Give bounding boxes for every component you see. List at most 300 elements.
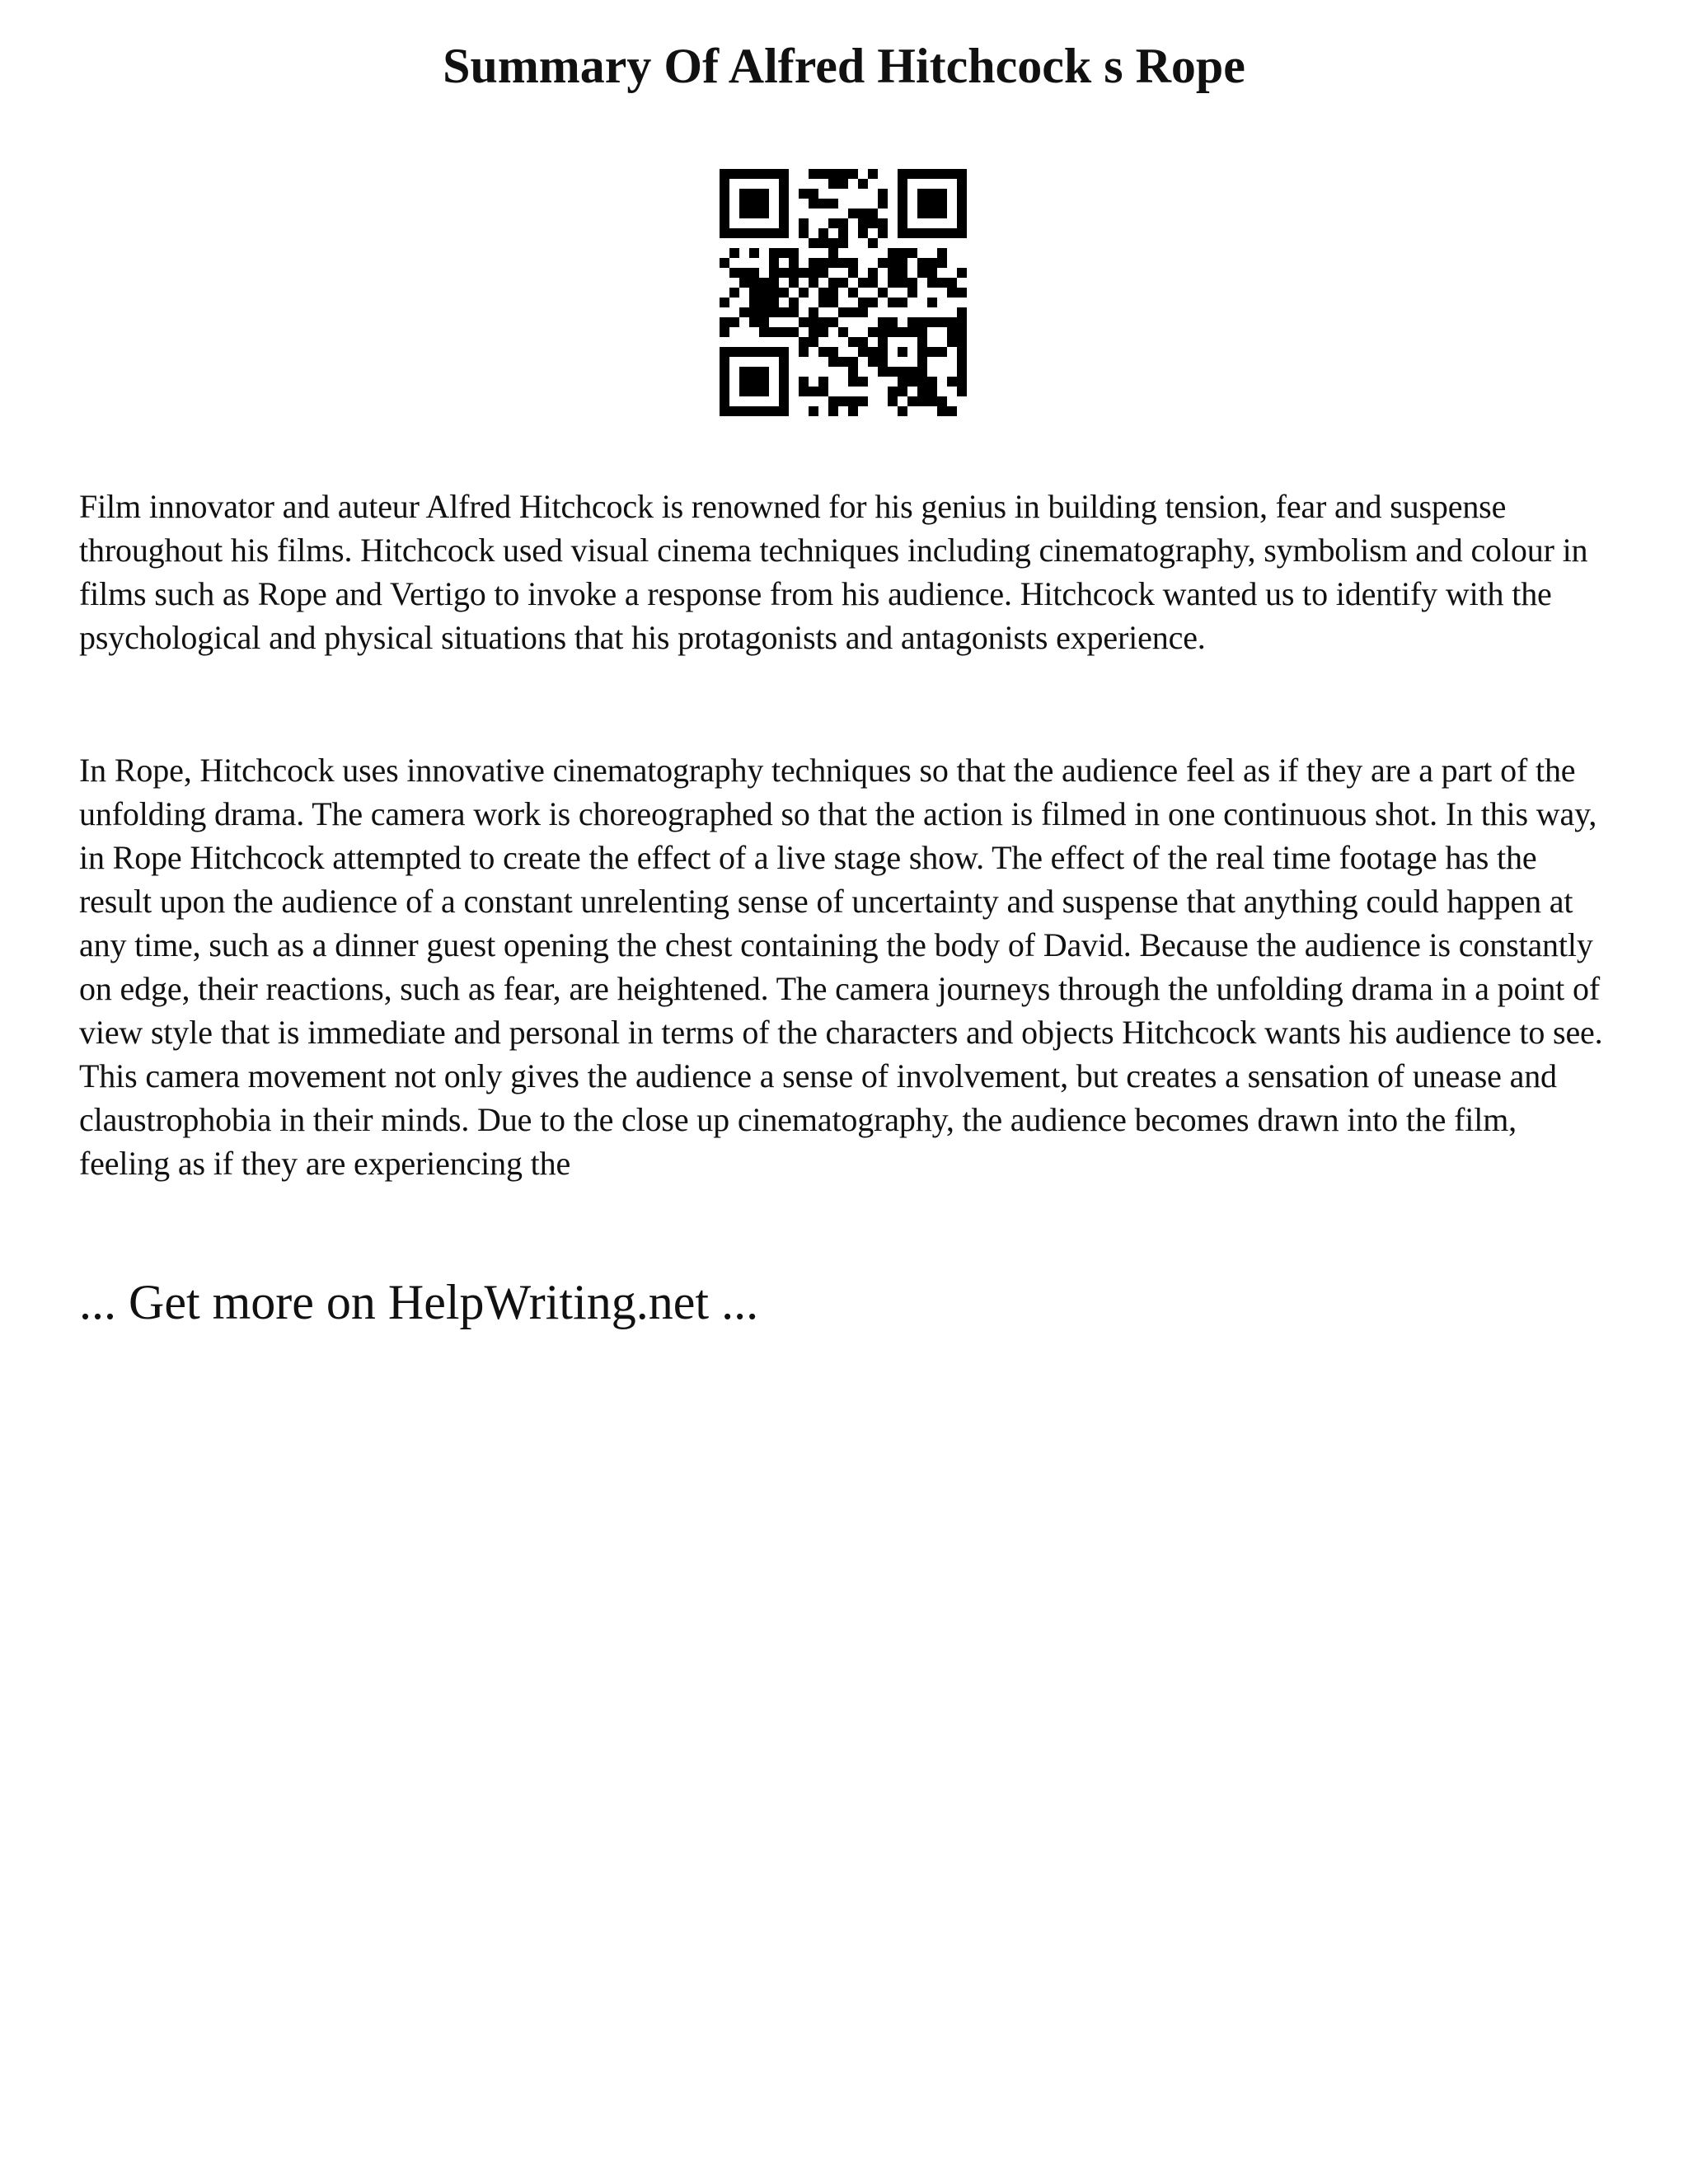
qr-module [799,317,809,327]
qr-module [858,337,868,347]
qr-module [937,278,947,288]
qr-module [739,367,749,377]
qr-module [888,278,898,288]
qr-module [818,199,828,209]
qr-module [759,347,769,357]
qr-module [769,327,779,337]
qr-module [937,258,947,268]
qr-module [898,218,907,228]
qr-module [868,357,878,367]
qr-module [769,298,779,307]
qr-module [779,396,789,406]
qr-module [917,317,927,327]
qr-module [759,228,769,238]
qr-module [858,396,868,406]
qr-module [779,199,789,209]
qr-module [779,169,789,179]
qr-module [759,387,769,396]
qr-module [838,179,848,189]
qr-module [759,169,769,179]
qr-module [898,268,907,278]
qr-module [749,288,759,298]
qr-module [868,169,878,179]
qr-module [917,258,927,268]
qr-module [749,406,759,416]
qr-module [828,238,838,248]
qr-module [769,288,779,298]
qr-module [927,387,937,396]
qr-module [729,228,739,238]
qr-module [828,248,838,258]
qr-module [720,317,729,327]
qr-module [809,268,818,278]
qr-module [828,396,838,406]
qr-module [739,278,749,288]
qr-module [720,179,729,189]
qr-module [957,377,967,387]
qr-code-icon[interactable] [720,169,967,416]
qr-module [848,367,858,377]
qr-module [720,209,729,218]
qr-module [957,169,967,179]
qr-module [720,327,729,337]
qr-module [937,169,947,179]
qr-module [858,228,868,238]
qr-module [848,377,858,387]
qr-module [789,258,799,268]
qr-module [828,218,838,228]
qr-module [947,327,957,337]
qr-module [739,307,749,317]
qr-module [749,387,759,396]
qr-module [779,189,789,199]
qr-module [878,189,888,199]
qr-module [937,406,947,416]
qr-module [878,228,888,238]
qr-module [947,317,957,327]
qr-module [789,248,799,258]
qr-module [799,288,809,298]
qr-module [927,377,937,387]
qr-module [868,347,878,357]
qr-module [828,317,838,327]
qr-module [907,288,917,298]
qr-module [888,327,898,337]
qr-module [848,357,858,367]
qr-module [720,169,729,179]
qr-module [858,298,868,307]
qr-module [878,288,888,298]
qr-module [927,169,937,179]
qr-module [838,307,848,317]
qr-module [888,248,898,258]
qr-module [809,327,818,337]
qr-module [947,406,957,416]
qr-module [749,347,759,357]
qr-module [749,278,759,288]
qr-module [818,169,828,179]
qr-module [720,396,729,406]
qr-module [937,199,947,209]
qr-module [789,268,799,278]
qr-module [759,377,769,387]
qr-module [749,189,759,199]
qr-module [809,406,818,416]
qr-module [818,317,828,327]
qr-module [898,406,907,416]
qr-module [898,377,907,387]
qr-module [917,357,927,367]
qr-module [878,357,888,367]
qr-module [848,406,858,416]
qr-module [937,228,947,238]
qr-module [848,337,858,347]
qr-module [828,278,838,288]
get-more-link[interactable]: ... Get more on HelpWriting.net ... [79,1275,759,1329]
qr-module [858,278,868,288]
qr-module [888,387,898,396]
qr-module [759,288,769,298]
qr-module [878,337,888,347]
qr-module [809,189,818,199]
qr-module [898,179,907,189]
qr-module [957,268,967,278]
qr-module [749,248,759,258]
qr-module [799,268,809,278]
qr-module [720,228,729,238]
qr-module [759,367,769,377]
qr-module [838,278,848,288]
qr-module [789,278,799,288]
qr-module [848,169,858,179]
qr-module [898,258,907,268]
qr-module [927,278,937,288]
qr-module [898,367,907,377]
qr-module [818,238,828,248]
qr-module [838,169,848,179]
qr-module [779,179,789,189]
qr-module [878,347,888,357]
qr-module [848,288,858,298]
qr-module [828,199,838,209]
qr-module [828,406,838,416]
qr-module [898,199,907,209]
qr-module [759,307,769,317]
qr-module [947,278,957,288]
qr-module [957,367,967,377]
qr-module [937,209,947,218]
qr-module [898,387,907,396]
qr-module [729,347,739,357]
qr-module [759,317,769,327]
qr-module [809,307,818,317]
qr-module [898,327,907,337]
qr-module [898,347,907,357]
qr-module [957,337,967,347]
qr-module [907,228,917,238]
qr-module [739,228,749,238]
qr-module [720,406,729,416]
qr-module [917,347,927,357]
qr-module [927,268,937,278]
paragraph-intro: Film innovator and auteur Alfred Hitchcock is renowned for his genius in building tension, fear and suspense throughout his films. Hitchcock used visual cinema techniques including cinematography, symbolism and colour in films such as Rope and Vertigo to invoke a response from his audience. Hitchcock wanted us to identify with the psychological and physical situations that his protagonists and antagonists experience. [79,488,1588,656]
qr-module [828,347,838,357]
qr-module [749,268,759,278]
qr-module [720,258,729,268]
qr-module [848,258,858,268]
qr-module [809,337,818,347]
qr-module [779,288,789,298]
qr-module [828,258,838,268]
qr-module [927,317,937,327]
qr-module [779,406,789,416]
qr-module [937,248,947,258]
qr-module [927,228,937,238]
qr-module [838,396,848,406]
qr-module [720,387,729,396]
qr-module [858,218,868,228]
qr-module [868,298,878,307]
qr-module [749,367,759,377]
qr-module [868,278,878,288]
qr-module [878,258,888,268]
qr-module [957,347,967,357]
qr-module [749,169,759,179]
qr-module [818,298,828,307]
qr-module [937,396,947,406]
qr-module [809,387,818,396]
qr-module [759,199,769,209]
qr-module [739,347,749,357]
qr-module [818,347,828,357]
qr-module [957,357,967,367]
qr-module [878,367,888,377]
qr-module [858,179,868,189]
qr-module [779,268,789,278]
qr-module [917,367,927,377]
qr-module [759,209,769,218]
qr-module [799,387,809,396]
qr-module [779,248,789,258]
qr-module [917,396,927,406]
qr-module [878,218,888,228]
qr-module [739,209,749,218]
qr-module [858,377,868,387]
qr-module [799,347,809,357]
qr-module [888,367,898,377]
qr-module [917,327,927,337]
qr-module [779,357,789,367]
qr-module [898,169,907,179]
qr-module [838,228,848,238]
qr-module [947,228,957,238]
qr-module [888,396,898,406]
qr-module [917,209,927,218]
qr-module [828,357,838,367]
qr-module [957,189,967,199]
qr-module [868,238,878,248]
qr-module [848,396,858,406]
qr-module [729,288,739,298]
qr-module [799,337,809,347]
qr-module [957,317,967,327]
qr-module [779,327,789,337]
qr-module [799,189,809,199]
qr-module [759,189,769,199]
qr-module [769,228,779,238]
qr-module [907,317,917,327]
qr-module [947,169,957,179]
qr-module [769,347,779,357]
qr-module [957,218,967,228]
qr-module [888,298,898,307]
paragraph-rope-cinematography: In Rope, Hitchcock uses innovative cinematography techniques so that the audience feel as if they are a part of the unfolding drama. The camera work is choreographed so that the action is filmed in one continuous shot. In this way, in Rope Hitchcock attempted to create the effect of a live stage show. The effect of the real time footage has the result upon the audience of a constant unrelenting sense of uncertainty and suspense that anything could happen at any time, such as a dinner guest opening the chest containing the body of David. Because the audience is constantly on edge, their reactions, such as fear, are heightened. The camera journeys through the unfolding drama in a point of view style that is immediate and personal in terms of the characters and objects Hitchcock wants his audience to see. This camera movement not only gives the audience a sense of involvement, but creates a sensation of unease and claustrophobia in their minds. Due to the close up cinematography, the audience becomes drawn into the film, feeling as if they are experiencing the [79,752,1603,1182]
qr-module [769,307,779,317]
qr-module [888,317,898,327]
qr-module [739,406,749,416]
qr-module [799,218,809,228]
qr-module [868,209,878,218]
qr-module [947,288,957,298]
qr-module [917,377,927,387]
qr-module [898,228,907,238]
qr-module [729,169,739,179]
qr-module [898,209,907,218]
qr-module [769,258,779,268]
qr-module [818,288,828,298]
qr-module [878,317,888,327]
qr-module [898,278,907,288]
qr-module [828,298,838,307]
qr-module [759,327,769,337]
qr-module [907,367,917,377]
qr-module [818,258,828,268]
qr-module [779,218,789,228]
qr-module [769,169,779,179]
qr-module [858,307,868,317]
qr-module [907,278,917,288]
qr-module [720,298,729,307]
qr-module [868,268,878,278]
qr-module [858,347,868,357]
qr-module [818,228,828,238]
qr-module [927,199,937,209]
qr-module [809,169,818,179]
qr-module [828,169,838,179]
qr-module [720,357,729,367]
qr-module [907,169,917,179]
qr-module [957,228,967,238]
qr-module [729,248,739,258]
qr-module [828,288,838,298]
qr-module [907,377,917,387]
qr-module [898,248,907,258]
qr-module [720,347,729,357]
qr-module [888,268,898,278]
qr-module [759,298,769,307]
qr-module [779,228,789,238]
qr-module [759,406,769,416]
qr-module [818,387,828,396]
qr-module [779,209,789,218]
qr-module [769,406,779,416]
qr-module [868,218,878,228]
qr-module [888,258,898,268]
qr-module [927,298,937,307]
qr-module [759,278,769,288]
qr-module [779,367,789,377]
qr-module [769,248,779,258]
qr-module [947,337,957,347]
qr-module [720,367,729,377]
qr-module [838,258,848,268]
qr-module [769,278,779,288]
qr-module [957,307,967,317]
qr-module [789,307,799,317]
qr-module [838,218,848,228]
qr-module [927,258,937,268]
qr-module [957,288,967,298]
qr-module [739,199,749,209]
qr-module [799,377,809,387]
qr-module [818,268,828,278]
qr-module [779,347,789,357]
qr-module [898,189,907,199]
qr-module [749,298,759,307]
qr-module [907,396,917,406]
qr-module [937,317,947,327]
qr-module [828,179,838,189]
qr-module [957,179,967,189]
qr-module [809,317,818,327]
qr-module [799,228,809,238]
page-title: Summary Of Alfred Hitchcock s Rope [443,39,1245,93]
qr-module [818,377,828,387]
qr-module [779,387,789,396]
qr-module [957,327,967,337]
qr-module [809,278,818,288]
qr-module [720,189,729,199]
qr-module [749,199,759,209]
qr-module [957,199,967,209]
qr-module [720,218,729,228]
qr-module [927,209,937,218]
qr-module [749,228,759,238]
qr-module [957,209,967,218]
qr-module [779,377,789,387]
qr-module [769,268,779,278]
qr-module [917,199,927,209]
qr-module [858,209,868,218]
qr-module [789,298,799,307]
qr-module [749,317,759,327]
qr-module [739,387,749,396]
qr-module [848,268,858,278]
qr-module [739,169,749,179]
qr-module [729,268,739,278]
qr-module [838,327,848,337]
qr-module [917,228,927,238]
qr-module [878,327,888,337]
qr-module [749,307,759,317]
qr-module [898,298,907,307]
qr-module [927,347,937,357]
qr-module [848,307,858,317]
qr-module [917,268,927,278]
qr-module [868,327,878,337]
qr-module [720,199,729,209]
qr-module [749,209,759,218]
